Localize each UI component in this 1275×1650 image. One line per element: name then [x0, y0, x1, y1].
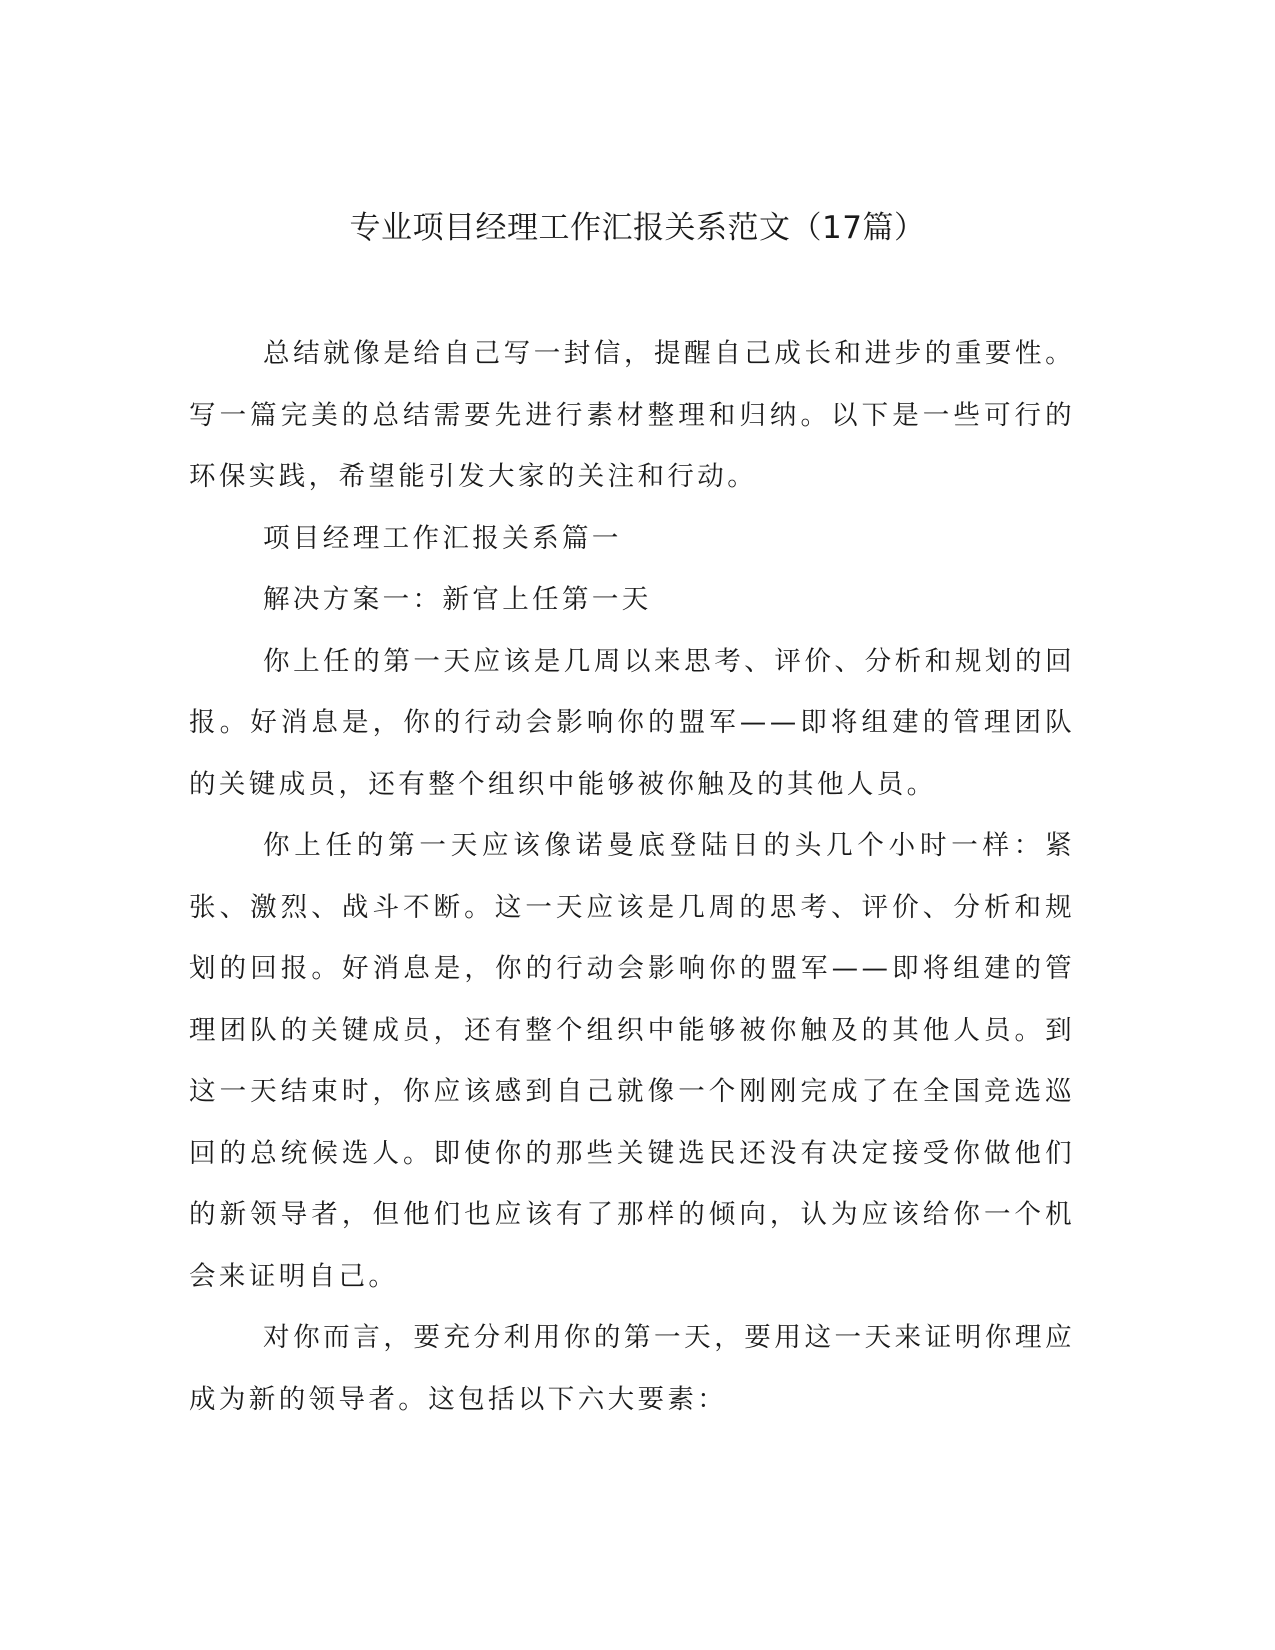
body-paragraph: 你上任的第一天应该像诺曼底登陆日的头几个小时一样：紧张、激烈、战斗不断。这一天应该是几周的思考、评价、分析和规划的回报。好消息是，你的行动会影响你的盟军——即将组建的管理团队的关键成员，还有整个组织中能够被你触及的其他人员。到这一天结束时，你应该感到自己就像一个刚刚完成了在全国竞选巡回的总统候选人。即使你的那些关键选民还没有决定接受你做他们的新领导者，但他们也应该有了那样的倾向，认为应该给你一个机会来证明自己。: [189, 830, 1075, 1292]
section-heading: 项目经理工作汇报关系篇一: [263, 522, 622, 554]
document-body: [189, 323, 1075, 1430]
solution-heading: 解决方案一：新官上任第一天: [263, 584, 652, 615]
intro-paragraph: 总结就像是给自己写一封信，提醒自己成长和进步的重要性。写一篇完美的总结需要先进行素材整理和归纳。以下是一些可行的环保实践，希望能引发大家的关注和行动。: [189, 338, 1075, 492]
body-paragraph: 对你而言，要充分利用你的第一天，要用这一天来证明你理应成为新的领导者。这包括以下六大要素：: [189, 1322, 1075, 1415]
body-paragraph: 你上任的第一天应该是几周以来思考、评价、分析和规划的回报。好消息是，你的行动会影响你的盟军——即将组建的管理团队的关键成员，还有整个组织中能够被你触及的其他人员。: [189, 645, 1075, 800]
document-title: 专业项目经理工作汇报关系范文（17篇）: [349, 210, 926, 246]
